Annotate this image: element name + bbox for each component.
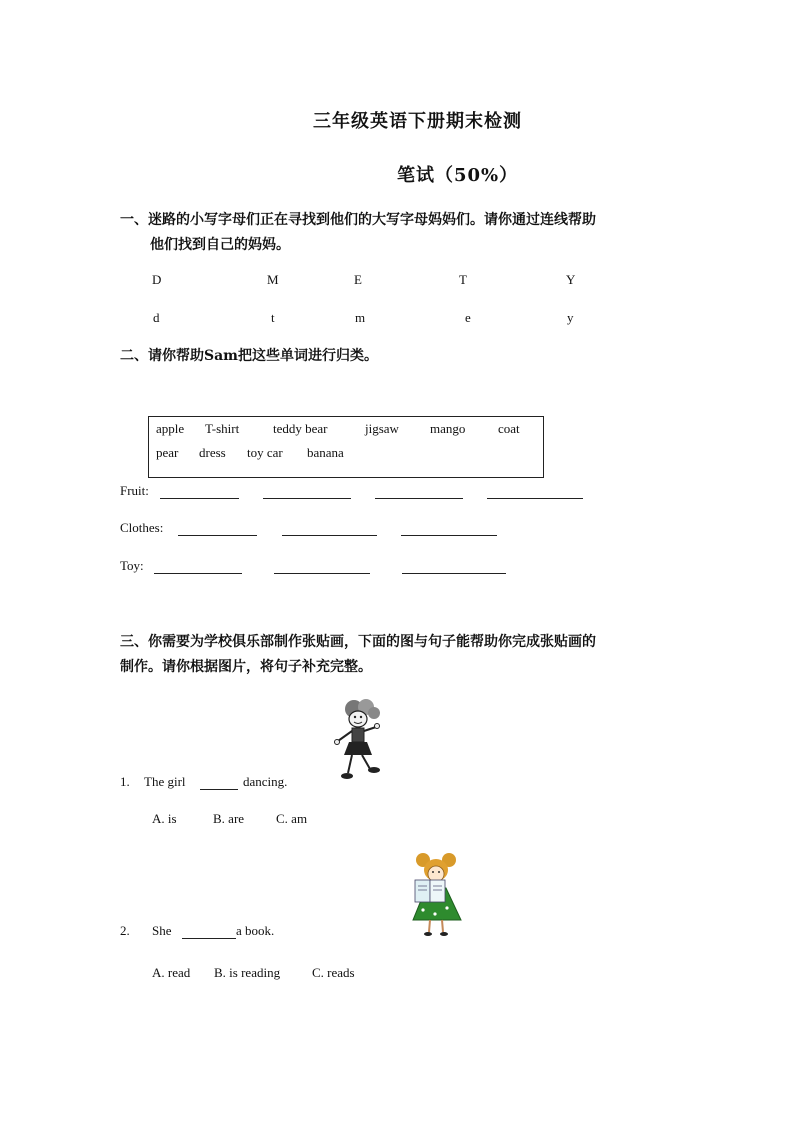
fruit-blank[interactable]	[263, 486, 351, 499]
section2-instruction: 二、请你帮助Sam把这些单词进行归类。	[120, 348, 378, 364]
section3-instruction-line2: 制作。请你根据图片，将句子补充完整。	[120, 659, 372, 675]
q2-blank[interactable]	[182, 926, 236, 939]
word-bank-word: pear	[156, 445, 179, 460]
uppercase-letter[interactable]: E	[354, 272, 362, 287]
fruit-blank[interactable]	[487, 486, 583, 499]
word-bank-word: jigsaw	[365, 421, 399, 436]
q1-before: The girl	[144, 774, 186, 789]
q1-option[interactable]: C. am	[276, 811, 308, 826]
word-bank-word: teddy bear	[273, 421, 328, 436]
toy-blank[interactable]	[274, 561, 370, 574]
lowercase-letter[interactable]: t	[271, 310, 275, 325]
clothes-label: Clothes:	[120, 520, 164, 535]
lowercase-letter[interactable]: y	[567, 310, 574, 325]
q1-option[interactable]: B. are	[213, 811, 245, 826]
q2-option[interactable]: A. read	[152, 965, 191, 980]
q2-before: She	[152, 923, 172, 938]
lowercase-letter[interactable]: m	[355, 310, 366, 325]
toy-label: Toy:	[120, 558, 144, 573]
q2-number: 2.	[120, 923, 130, 938]
lowercase-letter[interactable]: d	[153, 310, 160, 325]
word-bank-word: T-shirt	[205, 421, 240, 436]
toy-blank[interactable]	[154, 561, 242, 574]
section1-instruction-line2: 他们找到自己的妈妈。	[150, 237, 290, 253]
fruit-label: Fruit:	[120, 483, 149, 498]
clothes-blank[interactable]	[401, 523, 497, 536]
q2-option[interactable]: B. is reading	[214, 965, 281, 980]
word-bank-word: apple	[156, 421, 185, 436]
clothes-blank[interactable]	[282, 523, 377, 536]
uppercase-letter[interactable]: T	[459, 272, 467, 287]
q1-blank[interactable]	[200, 777, 238, 790]
word-bank-word: dress	[199, 445, 226, 460]
uppercase-letter[interactable]: Y	[566, 272, 576, 287]
dancing-girl-illustration	[330, 697, 386, 785]
lowercase-letter[interactable]: e	[465, 310, 471, 325]
page-title: 三年级英语下册期末检测	[313, 111, 522, 132]
reading-girl-illustration	[405, 850, 467, 938]
fruit-blank[interactable]	[375, 486, 463, 499]
word-bank-word: banana	[307, 445, 344, 460]
q1-after: dancing.	[243, 774, 288, 789]
q1-number: 1.	[120, 774, 130, 789]
word-bank-word: coat	[498, 421, 520, 436]
toy-blank[interactable]	[402, 561, 506, 574]
q1-option[interactable]: A. is	[152, 811, 177, 826]
word-bank-word: toy car	[247, 445, 283, 460]
q2-option[interactable]: C. reads	[312, 965, 355, 980]
uppercase-letter[interactable]: M	[267, 272, 279, 287]
uppercase-letter[interactable]: D	[152, 272, 162, 287]
section3-instruction-line1: 三、你需要为学校俱乐部制作张贴画，下面的图与句子能帮助你完成张贴画的	[120, 634, 596, 650]
q2-after: a book.	[236, 923, 275, 938]
section1-instruction-line1: 一、迷路的小写字母们正在寻找到他们的大写字母妈妈们。请你通过连线帮助	[120, 212, 596, 228]
clothes-blank[interactable]	[178, 523, 257, 536]
page-subtitle: 笔试（50%）	[397, 165, 519, 186]
fruit-blank[interactable]	[160, 486, 239, 499]
word-bank-word: mango	[430, 421, 466, 436]
